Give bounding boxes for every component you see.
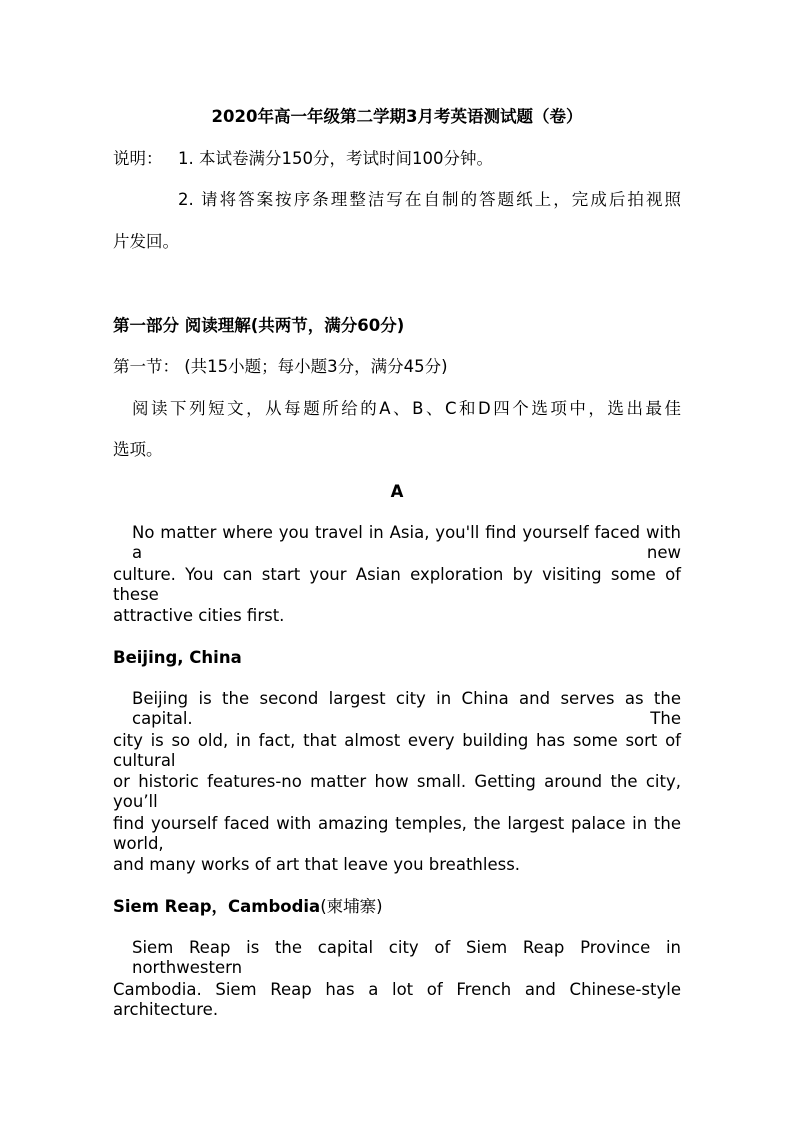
beijing-line-1: Beijing is the second largest city in China and serves as the capital. The — [132, 689, 681, 728]
siem-reap-heading-english: Siem Reap，Cambodia — [113, 897, 321, 916]
instruction-item-2-line-1: 2. 请将答案按序条理整洁写在自制的答题纸上，完成后拍视照 — [178, 190, 681, 209]
siem-reap-line-1: Siem Reap is the capital city of Siem Reap Province in northwestern — [132, 938, 681, 977]
beijing-heading: Beijing, China — [113, 648, 242, 667]
beijing-line-3: or historic features-no matter how small. Getting around the city, you’ll — [113, 772, 681, 811]
directions-line-1: 阅读下列短文，从每题所给的A、B、C和D四个选项中，选出最佳 — [132, 399, 681, 418]
siem-reap-heading-chinese: (柬埔寨) — [320, 897, 383, 916]
passage-a-intro-line-2: culture. You can start your Asian exploration by visiting some of these — [113, 565, 681, 604]
passage-a-label: A — [390, 482, 404, 501]
passage-a-intro-line-1: No matter where you travel in Asia, you'll find yourself faced with a new — [132, 523, 681, 562]
siem-reap-heading — [113, 897, 681, 917]
document-title: 2020年高一年级第二学期3月考英语测试题（卷） — [211, 107, 583, 126]
instruction-item-2-line-2: 片发回。 — [113, 232, 179, 251]
instruction-item-1: 1. 本试卷满分150分，考试时间100分钟。 — [178, 149, 493, 168]
beijing-line-4: find yourself faced with amazing temples, the largest palace in the world, — [113, 814, 681, 853]
beijing-line-5: and many works of art that leave you breathless. — [113, 855, 521, 874]
section1-heading: 第一节： (共15小题；每小题3分，满分45分) — [113, 357, 448, 376]
passage-a-intro-line-3: attractive cities first. — [113, 606, 285, 625]
directions-line-2: 选项。 — [113, 440, 163, 459]
instructions-label: 说明： — [113, 149, 163, 168]
siem-reap-line-2: Cambodia. Siem Reap has a lot of French and Chinese-style architecture. — [113, 980, 681, 1019]
beijing-line-2: city is so old, in fact, that almost every building has some sort of cultural — [113, 731, 681, 770]
part1-heading: 第一部分 阅读理解(共两节，满分60分) — [113, 316, 405, 335]
